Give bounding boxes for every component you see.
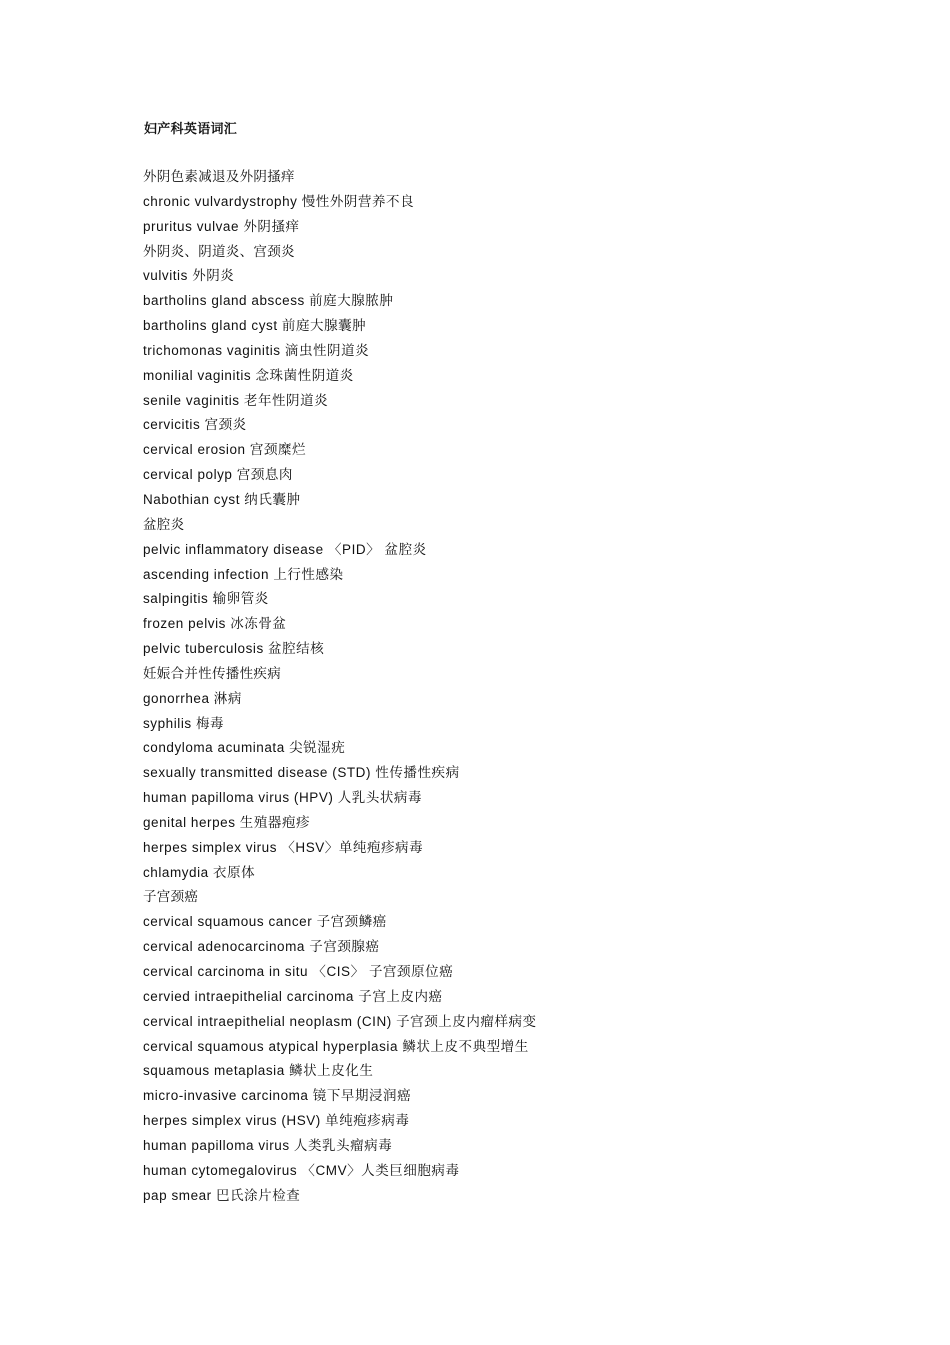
vocabulary-entry: cervicitis 宫颈炎 [143, 417, 247, 433]
vocabulary-entry: syphilis 梅毒 [143, 715, 225, 731]
vocabulary-entry: frozen pelvis 冰冻骨盆 [143, 616, 287, 632]
vocabulary-entry: genital herpes 生殖器疱疹 [143, 814, 311, 830]
vocabulary-entry: pelvic inflammatory disease 〈PID〉 盆腔炎 [143, 541, 427, 557]
vocabulary-entry: vulvitis 外阴炎 [143, 268, 235, 284]
vocabulary-entry: trichomonas vaginitis 滴虫性阴道炎 [143, 342, 370, 358]
vocabulary-entry: cervical adenocarcinoma 子宫颈腺癌 [143, 939, 380, 955]
vocabulary-entry: bartholins gland abscess 前庭大腺脓肿 [143, 293, 394, 309]
vocabulary-entry: bartholins gland cyst 前庭大腺囊肿 [143, 318, 367, 334]
vocabulary-entry: senile vaginitis 老年性阴道炎 [143, 392, 329, 408]
section-heading: 外阴炎、阴道炎、宫颈炎 [143, 243, 295, 259]
vocabulary-entry: condyloma acuminata 尖锐湿疣 [143, 740, 346, 756]
section-heading: 子宫颈癌 [143, 889, 199, 905]
vocabulary-entry: ascending infection 上行性感染 [143, 566, 344, 582]
vocabulary-entry: cervical erosion 宫颈糜烂 [143, 442, 307, 458]
vocabulary-entry: human papilloma virus 人类乳头瘤病毒 [143, 1137, 393, 1153]
vocabulary-entry: cervical squamous cancer 子宫颈鳞癌 [143, 914, 387, 930]
vocabulary-entry: human papilloma virus (HPV) 人乳头状病毒 [143, 790, 423, 806]
vocabulary-entry: herpes simplex virus 〈HSV〉单纯疱疹病毒 [143, 839, 424, 855]
vocabulary-entry: salpingitis 输卵管炎 [143, 591, 269, 607]
vocabulary-entry: cervical squamous atypical hyperplasia 鳞状上皮不典型增生 [143, 1038, 529, 1054]
vocabulary-entry: human cytomegalovirus 〈CMV〉人类巨细胞病毒 [143, 1162, 460, 1178]
section-heading: 外阴色素减退及外阴搔痒 [143, 169, 295, 184]
vocabulary-list [143, 165, 903, 1208]
vocabulary-entry: sexually transmitted disease (STD) 性传播性疾病 [143, 765, 460, 781]
vocabulary-entry: cervied intraepithelial carcinoma 子宫上皮内癌 [143, 988, 443, 1004]
vocabulary-entry: herpes simplex virus (HSV) 单纯疱疹病毒 [143, 1113, 410, 1129]
vocabulary-entry: Nabothian cyst 纳氏囊肿 [143, 491, 301, 507]
vocabulary-entry: gonorrhea 淋病 [143, 690, 242, 706]
section-heading: 盆腔炎 [143, 516, 185, 532]
vocabulary-entry: squamous metaplasia 鳞状上皮化生 [143, 1063, 374, 1079]
vocabulary-entry: micro-invasive carcinoma 镜下早期浸润癌 [143, 1088, 412, 1104]
section-heading: 妊娠合并性传播性疾病 [143, 665, 281, 681]
vocabulary-entry: pap smear 巴氏涂片检查 [143, 1187, 301, 1203]
vocabulary-entry: chronic vulvardystrophy 慢性外阴营养不良 [143, 193, 415, 209]
vocabulary-entry: chlamydia 衣原体 [143, 864, 256, 880]
vocabulary-entry: cervical polyp 宫颈息肉 [143, 467, 293, 483]
vocabulary-entry: pruritus vulvae 外阴搔痒 [143, 218, 300, 234]
vocabulary-entry: monilial vaginitis 念珠菌性阴道炎 [143, 367, 354, 383]
page-title: 妇产科英语词汇 [144, 121, 238, 136]
vocabulary-entry: cervical carcinoma in situ 〈CIS〉 子宫颈原位癌 [143, 964, 454, 979]
vocabulary-entry: pelvic tuberculosis 盆腔结核 [143, 641, 325, 657]
vocabulary-entry: cervical intraepithelial neoplasm (CIN) 子宫颈上皮内瘤样病变 [143, 1013, 537, 1029]
